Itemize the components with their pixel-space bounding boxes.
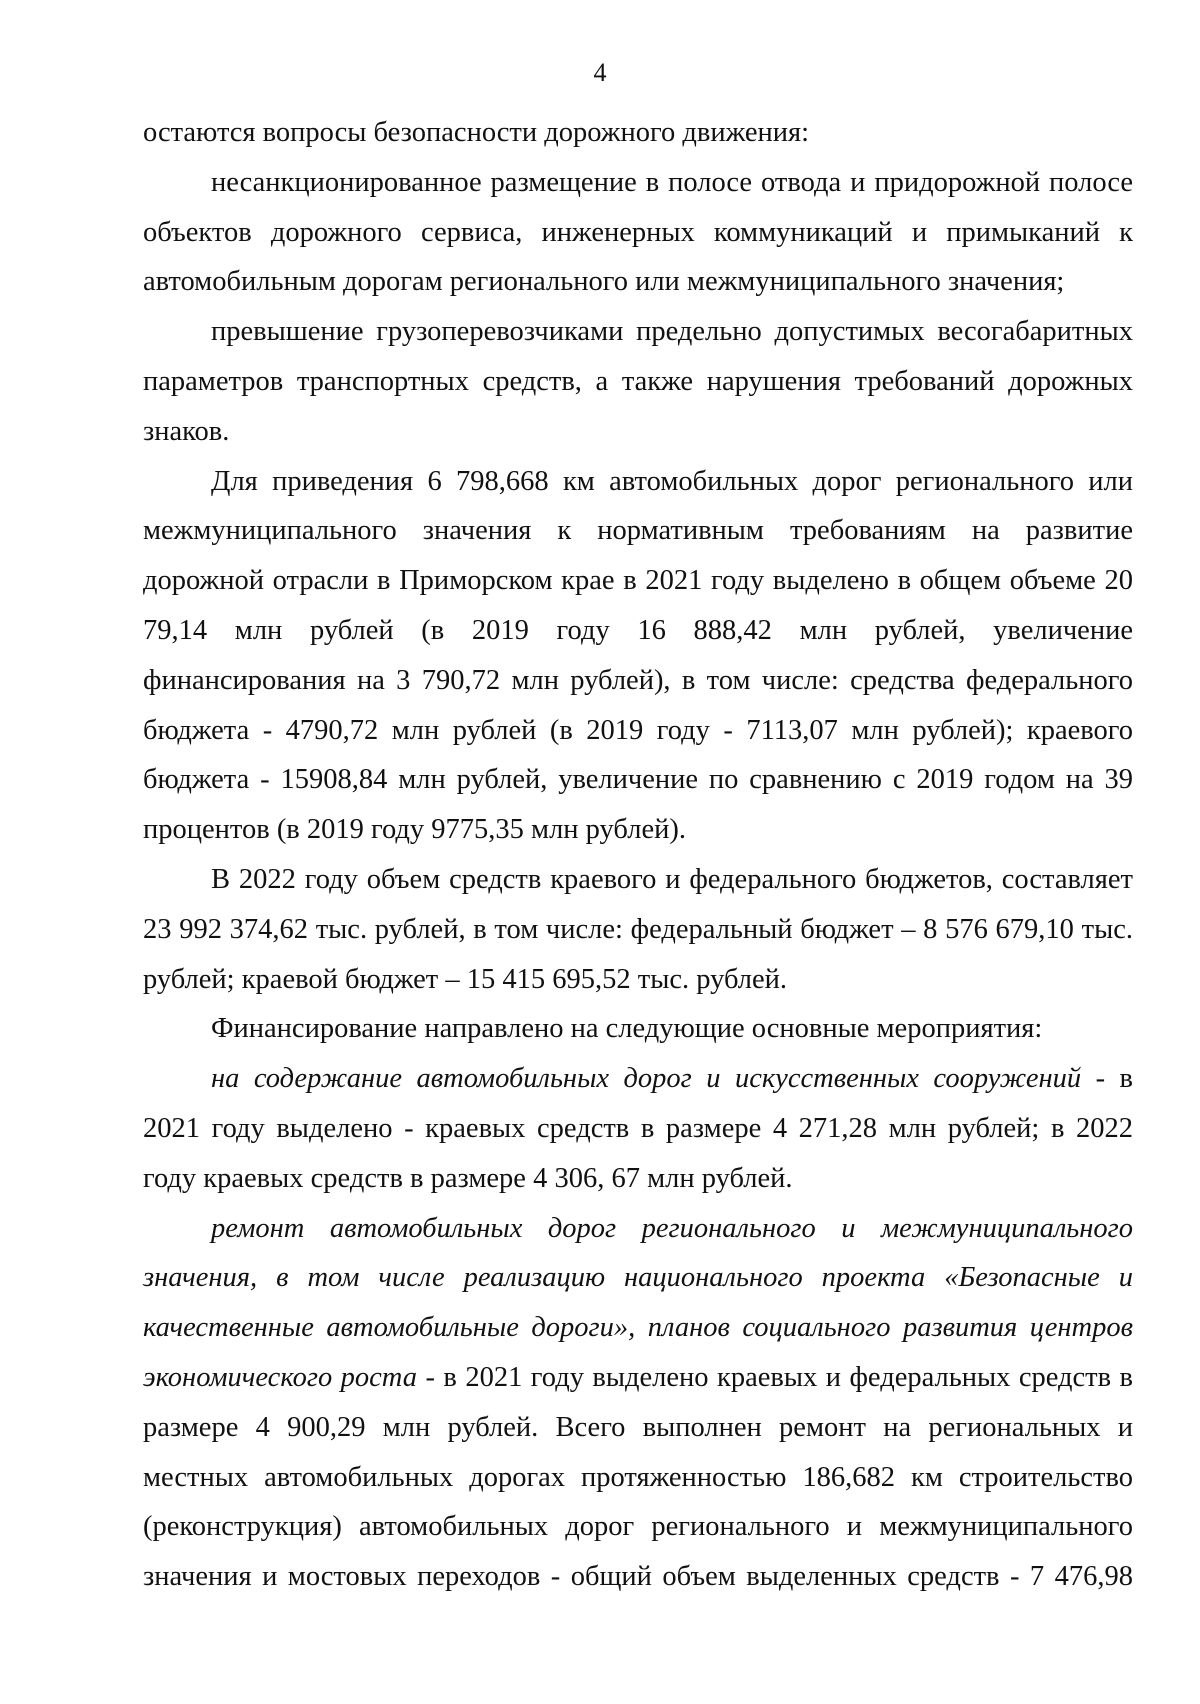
paragraph-5: В 2022 году объем средств краевого и федерального бюджетов, составляет 23 992 374,62 тыс. рублей, в том числе: федеральный бюджет – 8 576 679,10 тыс. рублей; краевой бюджет – 15 415 695,52 тыс. рублей.: [143, 863, 1133, 995]
document-body: [143, 108, 1133, 1602]
paragraph-8-italic: ремонт автомобильных дорог регионального и межмуниципального значения, в том числе реализацию национального проекта «Безопасные и качественные автомобильные дороги», планов социального развития центров экономического роста: [143, 1212, 1133, 1393]
paragraph-7: [143, 1054, 1133, 1203]
paragraph-8-text: - в 2021 году выделено краевых и федеральных средств в размере 4 900,29 млн рублей. Всего выполнен ремонт на региональных и местных автомобильных дорогах протяженностью 186,682 км строительство (реконструкция) автомобильных дорог регионального и межмуниципального значения и мостовых переходов - общий объем выделенных средств - 7 476,98: [143, 1361, 1133, 1593]
paragraph-2: несанкционированное размещение в полосе отвода и придорожной полосе объектов дорожного сервиса, инженерных коммуникаций и примыканий к автомобильным дорогам регионального или межмуниципального значения;: [143, 166, 1133, 298]
paragraph-7-text: - в 2021 году выделено - краевых средств в размере 4 271,28 млн рублей; в 2022 году краевых средств в размере 4 306, 67 млн рублей.: [143, 1063, 1133, 1194]
paragraph-4: Для приведения 6 798,668 км автомобильных дорог регионального или межмуниципального значения к нормативным требованиям на развитие дорожной отрасли в Приморском крае в 2021 году выделено в общем объеме 20 79,14 млн рублей (в 2019 году 16 888,42 млн рублей, увеличение финансирования на 3 790,72 млн рублей), в том числе: средства федерального бюджета - 4790,72 млн рублей (в 2019 году - 7113,07 млн рублей); краевого бюджета - 15908,84 млн рублей, увеличение по сравнению с 2019 годом на 39 процентов (в 2019 году 9775,35 млн рублей).: [143, 465, 1133, 846]
paragraph-3: превышение грузоперевозчиками предельно допустимых весогабаритных параметров транспортных средств, а также нарушения требований дорожных знаков.: [143, 316, 1133, 447]
paragraph-7-italic: на содержание автомобильных дорог и искусственных сооружений: [211, 1063, 1082, 1095]
paragraph-8: [143, 1204, 1133, 1602]
page-number: 4: [593, 58, 607, 87]
paragraph-1: остаются вопросы безопасности дорожного движения:: [143, 117, 810, 148]
paragraph-6: Финансирование направлено на следующие основные мероприятия:: [211, 1013, 1043, 1045]
